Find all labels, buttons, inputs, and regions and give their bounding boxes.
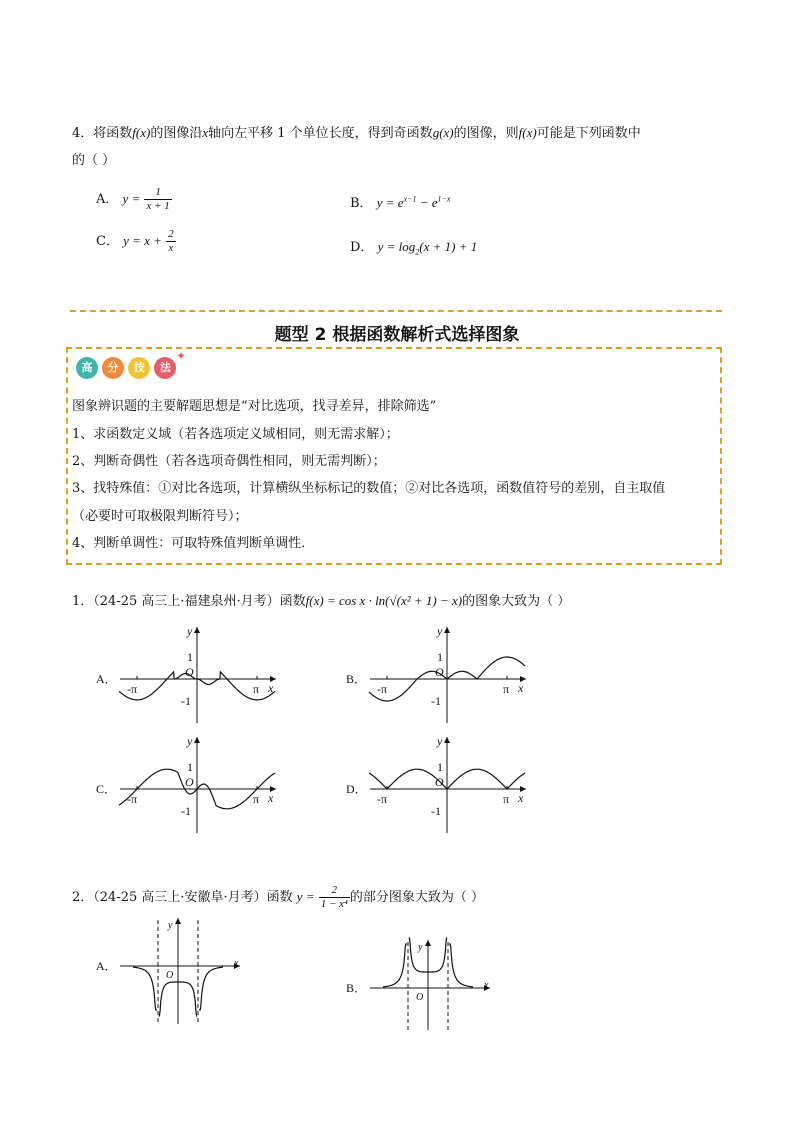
frac-den: x (168, 242, 174, 254)
q4-number: 4． (72, 126, 94, 141)
q4-stem-line2: 的（ ） (72, 153, 116, 168)
tick-label-pi: π (253, 682, 260, 696)
q4-f-expr-2: f(x) (518, 125, 537, 140)
q4-option-a-frac (144, 186, 171, 213)
y-axis-arrow (444, 737, 450, 743)
section-divider (70, 310, 722, 312)
q4-text-d: 的图像，则 (453, 126, 519, 141)
q1-func: f(x) = cos x · ln(√(x² + 1) − x) (305, 593, 463, 608)
q1-graph-c (96, 734, 276, 833)
tick-label-neg1: -1 (431, 804, 441, 818)
q2-prefix: 2．（24-25 高三上·安徽阜·月考）函数 (72, 890, 293, 905)
x-label: x (268, 791, 274, 805)
graph-option-label: C． (96, 782, 117, 796)
q4-option-c[interactable] (96, 228, 176, 255)
q4-stem-line1 (72, 124, 641, 143)
q1-graph-b (346, 624, 526, 723)
frac-den: x + 1 (146, 200, 170, 212)
q4-g-expr: g(x) (432, 125, 454, 140)
tips-badge: 分 (102, 357, 124, 379)
q2-frac (319, 884, 350, 911)
q4-option-c-frac (166, 228, 176, 255)
q4-option-c-label: C． (96, 234, 119, 249)
tips-line-5: 4、判断单调性：可取特殊值判断单调性． (72, 536, 315, 551)
q4-option-a-lhs: y = (122, 191, 141, 206)
d-tail: (x + 1) + 1 (419, 239, 478, 254)
q4-text-b: 的图像沿 (150, 126, 203, 141)
sparkle-icon: ✦ (176, 349, 187, 363)
tick-label-neg-pi: -π (377, 792, 388, 806)
x-label: x (484, 980, 489, 991)
x-label: x (268, 681, 274, 695)
graph-option-label: B． (346, 672, 367, 686)
y-label: y (418, 942, 423, 953)
curve-right-branch (199, 967, 223, 1010)
tips-line-4: （必要时可取极限判断符号）； (72, 509, 248, 524)
q1-suffix: 的图象大致为（ ） (462, 594, 571, 609)
b-exp1: x−1 (403, 194, 417, 204)
tick-label-neg1: -1 (181, 804, 191, 818)
tips-badge: 高 (76, 357, 98, 379)
graph-option-label: D． (346, 782, 367, 796)
q2-lhs: y = (296, 889, 315, 904)
q1-graph-a (96, 624, 276, 723)
tick-label-1: 1 (437, 760, 443, 774)
q1-stem (72, 592, 570, 611)
tick-label-1: 1 (187, 760, 193, 774)
origin-label: O (166, 970, 174, 981)
b-expr: y = e (376, 195, 404, 210)
graph-option-label: A． (96, 672, 117, 686)
frac-num: 2 (168, 228, 174, 240)
q4-option-b[interactable] (350, 192, 450, 211)
frac-num: 1 (144, 186, 171, 200)
origin-label: O (185, 775, 194, 789)
tick-label-1: 1 (187, 650, 193, 664)
tips-badge: 技 (128, 357, 150, 379)
d-sub: 2 (415, 247, 420, 257)
graph-option-label: B． (346, 981, 367, 995)
graph-option-label: A． (96, 959, 117, 973)
q2-graph-a (96, 918, 240, 1024)
q4-option-d-label: D． (350, 240, 374, 255)
tick-label-neg-pi: -π (127, 792, 138, 806)
x-label: x (518, 681, 524, 695)
tick-label-neg-pi: -π (127, 682, 138, 696)
origin-label: O (435, 665, 444, 679)
y-axis-arrow (444, 627, 450, 633)
q4-option-b-expr (377, 195, 451, 210)
q4-text-e: 可能是下列函数中 (536, 126, 641, 141)
y-axis-arrow (194, 627, 200, 633)
y-label: y (437, 624, 443, 638)
frac-den: 1 − x⁴ (320, 898, 348, 910)
curve-left-branch (133, 967, 157, 1010)
origin-label: O (185, 665, 194, 679)
tick-label-neg1: -1 (431, 694, 441, 708)
q1-graphs (0, 615, 794, 845)
y-label: y (437, 734, 443, 748)
curve-right-branch (449, 944, 473, 987)
q4-axis-var: x (202, 125, 209, 140)
q4-option-b-label: B． (350, 196, 373, 211)
x-label: x (518, 791, 524, 805)
q2-graphs (0, 910, 794, 1030)
q4-option-a-label: A． (96, 192, 119, 207)
tips-line-0: 图象辨识题的主要解题思想是“对比选项，找寻差异，排除筛选” (72, 399, 437, 414)
q1-prefix: 1．（24-25 高三上·福建泉州·月考）函数 (72, 594, 306, 609)
tick-label-neg1: -1 (181, 694, 191, 708)
q4-option-c-lhs: y = x + (123, 233, 162, 248)
q2-suffix: 的部分图象大致为（ ） (349, 890, 485, 905)
q4-text-c: 轴向左平移 1 个单位长度，得到奇函数 (208, 126, 433, 141)
b-exp2: 1−x (437, 194, 451, 204)
origin-label: O (416, 992, 424, 1003)
tips-badge-group (76, 349, 187, 379)
x-label: x (234, 958, 239, 969)
y-axis-arrow (175, 918, 181, 924)
q4-f-expr: f(x) (132, 125, 151, 140)
q4-text-a: 将函数 (93, 126, 133, 141)
y-label: y (168, 920, 173, 931)
q2-graph-b (346, 938, 490, 1030)
b-mid: − e (416, 195, 438, 210)
y-label: y (187, 734, 193, 748)
y-axis-arrow (194, 737, 200, 743)
tick-label-pi: π (253, 792, 260, 806)
tick-label-pi: π (503, 682, 510, 696)
tick-label-1: 1 (437, 650, 443, 664)
tips-line-2: 2、判断奇偶性（若各选项奇偶性相同，则无需判断）； (72, 454, 386, 469)
section-title: 题型 2 根据函数解析式选择图象 (274, 325, 520, 345)
origin-label: O (435, 775, 444, 789)
curve-left-branch (383, 944, 407, 987)
q1-graph-d (346, 734, 526, 833)
d-expr: y = log (377, 239, 416, 254)
tips-line-1: 1、求函数定义域（若各选项定义域相同，则无需求解）； (72, 427, 399, 442)
tick-label-neg-pi: -π (377, 682, 388, 696)
y-axis-arrow (425, 940, 431, 946)
tips-badge: 法 (154, 357, 176, 379)
frac-num: 2 (319, 884, 350, 898)
q4-option-d[interactable] (350, 236, 477, 257)
y-label: y (187, 624, 193, 638)
q4-option-d-expr (377, 239, 478, 257)
tips-line-3: 3、找特殊值：①对比各选项，计算横纵坐标标记的数值；②对比各选项，函数值符号的差别，自主取值 (72, 481, 666, 496)
q2-stem (72, 884, 484, 911)
q4-option-a[interactable] (96, 186, 172, 213)
tick-label-pi: π (503, 792, 510, 806)
